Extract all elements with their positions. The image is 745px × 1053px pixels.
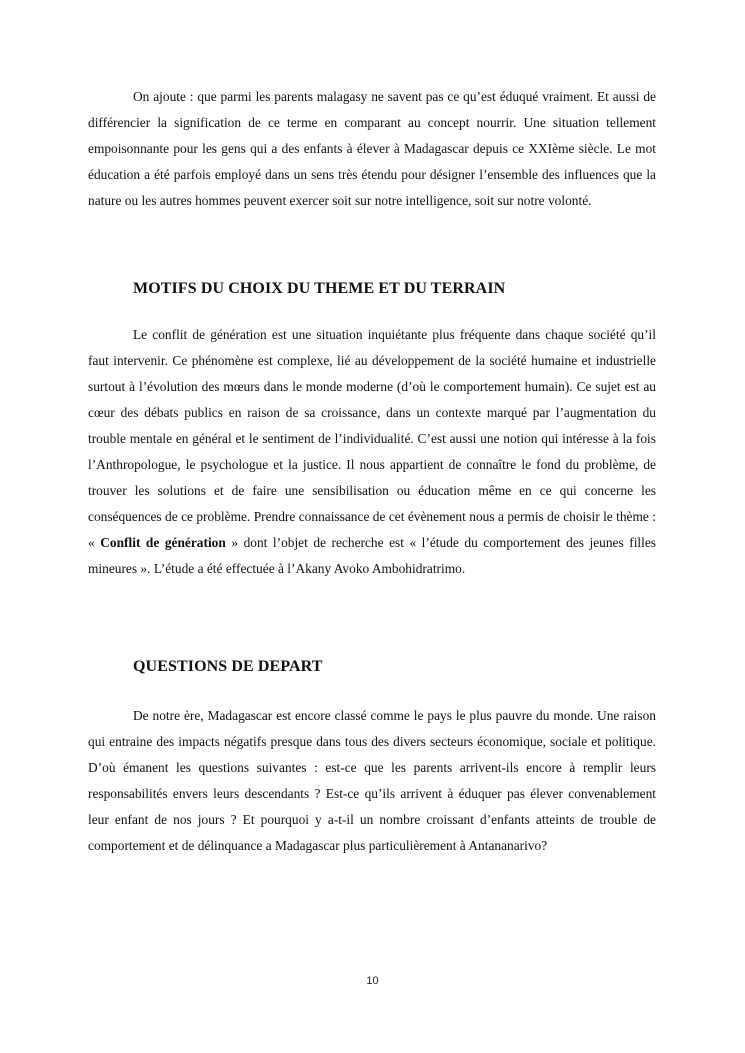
- section-heading-questions: QUESTIONS DE DEPART: [133, 658, 323, 675]
- page-number: 10: [366, 975, 379, 987]
- questions-paragraph: De notre ère, Madagascar est encore classé comme le pays le plus pauvre du monde. Une raison qui entraine des impacts négatifs presque dans tous des divers secteurs économique, sociale et politique. D’où émanent les questions suivantes : est-ce que les parents arrivent-ils encore à remplir leurs responsabilités envers leurs descendants ? Est-ce qu’ils arrivent à éduquer pas élever convenablement leur enfant de nos jours ? Et pourquoi y a-t-il un nombre croissant d’enfants atteints de trouble de comportement et de délinquance a Madagascar plus particulièrement à Antananarivo?: [88, 708, 656, 853]
- motifs-paragraph: [88, 322, 656, 582]
- section-heading-motifs: MOTIFS DU CHOIX DU THEME ET DU TERRAIN: [133, 280, 506, 297]
- motifs-theme-title: Conflit de génération: [100, 535, 226, 550]
- motifs-text-before: Le conflit de génération est une situation inquiétante plus fréquente dans chaque société qu’il faut intervenir. Ce phénomène est complexe, lié au développement de la société humaine et industrielle surtout à l’évolution des mœurs dans le monde moderne (d’où le comportement humain). Ce sujet est au cœur des débats publics en raison de sa croissance, dans un contexte marqué par l’augmentation du trouble mentale en général et le sentiment de l’individualité. C’est aussi une notion qui intéresse à la fois l’Anthropologue, le psychologue et la justice. Il nous appartient de connaître le fond du problème, de trouver les solutions et de faire une sensibilisation ou éducation même en ce qui concerne les conséquences de ce problème. Prendre connaissance de cet évènement nous a permis de choisir le thème : «: [88, 327, 656, 550]
- intro-paragraph: On ajoute : que parmi les parents malagasy ne savent pas ce qu’est éduqué vraiment. Et aussi de différencier la signification de ce terme en comparant au concept nourrir. Une situation tellement empoisonnante pour les gens qui a des enfants à élever à Madagascar depuis ce XXIème siècle. Le mot éducation a été parfois employé dans un sens très étendu pour désigner l’ensemble des influences que la nature ou les autres hommes peuvent exercer soit sur notre intelligence, soit sur notre volonté.: [88, 89, 656, 208]
- motifs-text-after: » dont l’objet de recherche est « l’étude du comportement des jeunes filles mineures ». L’étude a été effectuée à l’Akany Avoko Ambohidratrimo.: [88, 535, 657, 576]
